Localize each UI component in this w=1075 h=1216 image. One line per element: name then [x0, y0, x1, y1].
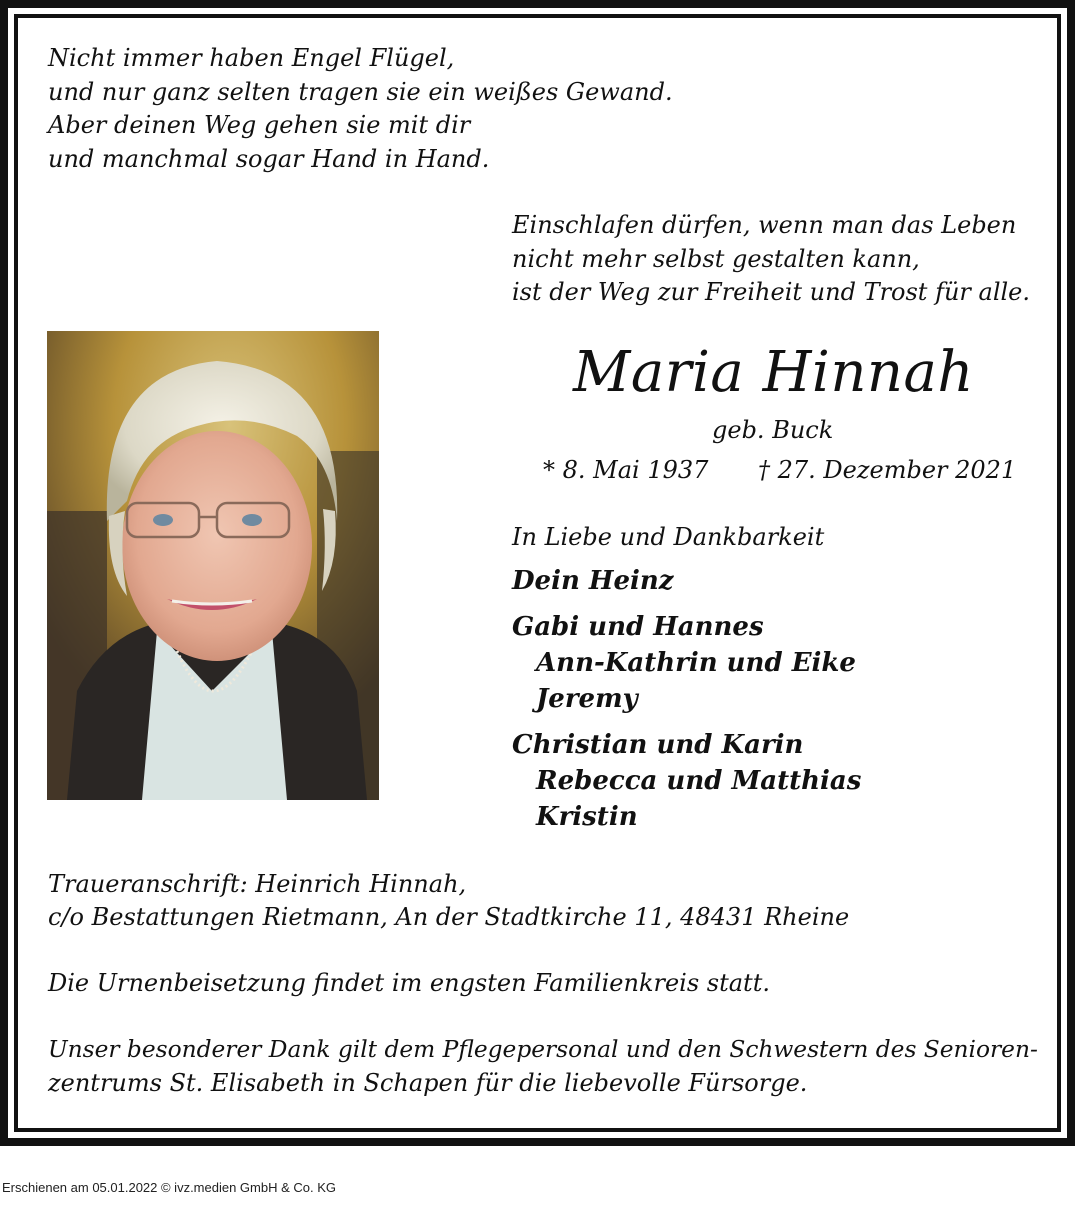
address-line: c/o Bestattungen Rietmann, An der Stadtkirche 11, 48431 Rheine	[48, 903, 850, 931]
publication-footer: Erschienen am 05.01.2022 © ivz.medien GmbH & Co. KG	[2, 1180, 337, 1195]
poem-right	[512, 209, 1030, 310]
mourner-name: Christian und Karin	[512, 730, 804, 760]
poem-left	[48, 42, 673, 176]
mourner-name: Kristin	[536, 802, 638, 832]
urn-note: Die Urnenbeisetzung findet im engsten Familienkreis statt.	[48, 969, 770, 997]
maiden-name: geb. Buck	[712, 416, 834, 444]
mourner-name: Jeremy	[536, 684, 638, 714]
portrait-photo	[47, 331, 379, 800]
mourner-name: Ann-Kathrin und Eike	[536, 648, 856, 678]
address-line: Traueranschrift: Heinrich Hinnah,	[48, 870, 467, 898]
mourners-intro: In Liebe und Dankbarkeit	[512, 523, 825, 551]
birth-date: * 8. Mai 1937	[543, 456, 709, 484]
poem-right-line: Einschlafen dürfen, wenn man das Leben	[512, 211, 1017, 239]
poem-left-line: Nicht immer haben Engel Flügel,	[48, 44, 455, 72]
thanks-line: zentrums St. Elisabeth in Schapen für die liebevolle Fürsorge.	[48, 1069, 808, 1097]
death-date: † 27. Dezember 2021	[758, 456, 1017, 484]
mourner-name: Gabi und Hannes	[512, 612, 764, 642]
mourner-name: Dein Heinz	[512, 566, 674, 596]
thanks-line: Unser besonderer Dank gilt dem Pflegepersonal und den Schwestern des Senioren-	[48, 1036, 1038, 1063]
poem-right-line: nicht mehr selbst gestalten kann,	[512, 244, 920, 273]
poem-left-line: und manchmal sogar Hand in Hand.	[48, 144, 490, 173]
mourner-name: Rebecca und Matthias	[536, 766, 862, 796]
poem-right-line: ist der Weg zur Freiheit und Trost für alle.	[512, 278, 1031, 306]
poem-left-line: und nur ganz selten tragen sie ein weißes Gewand.	[48, 77, 673, 106]
poem-left-line: Aber deinen Weg gehen sie mit dir	[48, 111, 471, 139]
deceased-name: Maria Hinnah	[573, 340, 974, 405]
